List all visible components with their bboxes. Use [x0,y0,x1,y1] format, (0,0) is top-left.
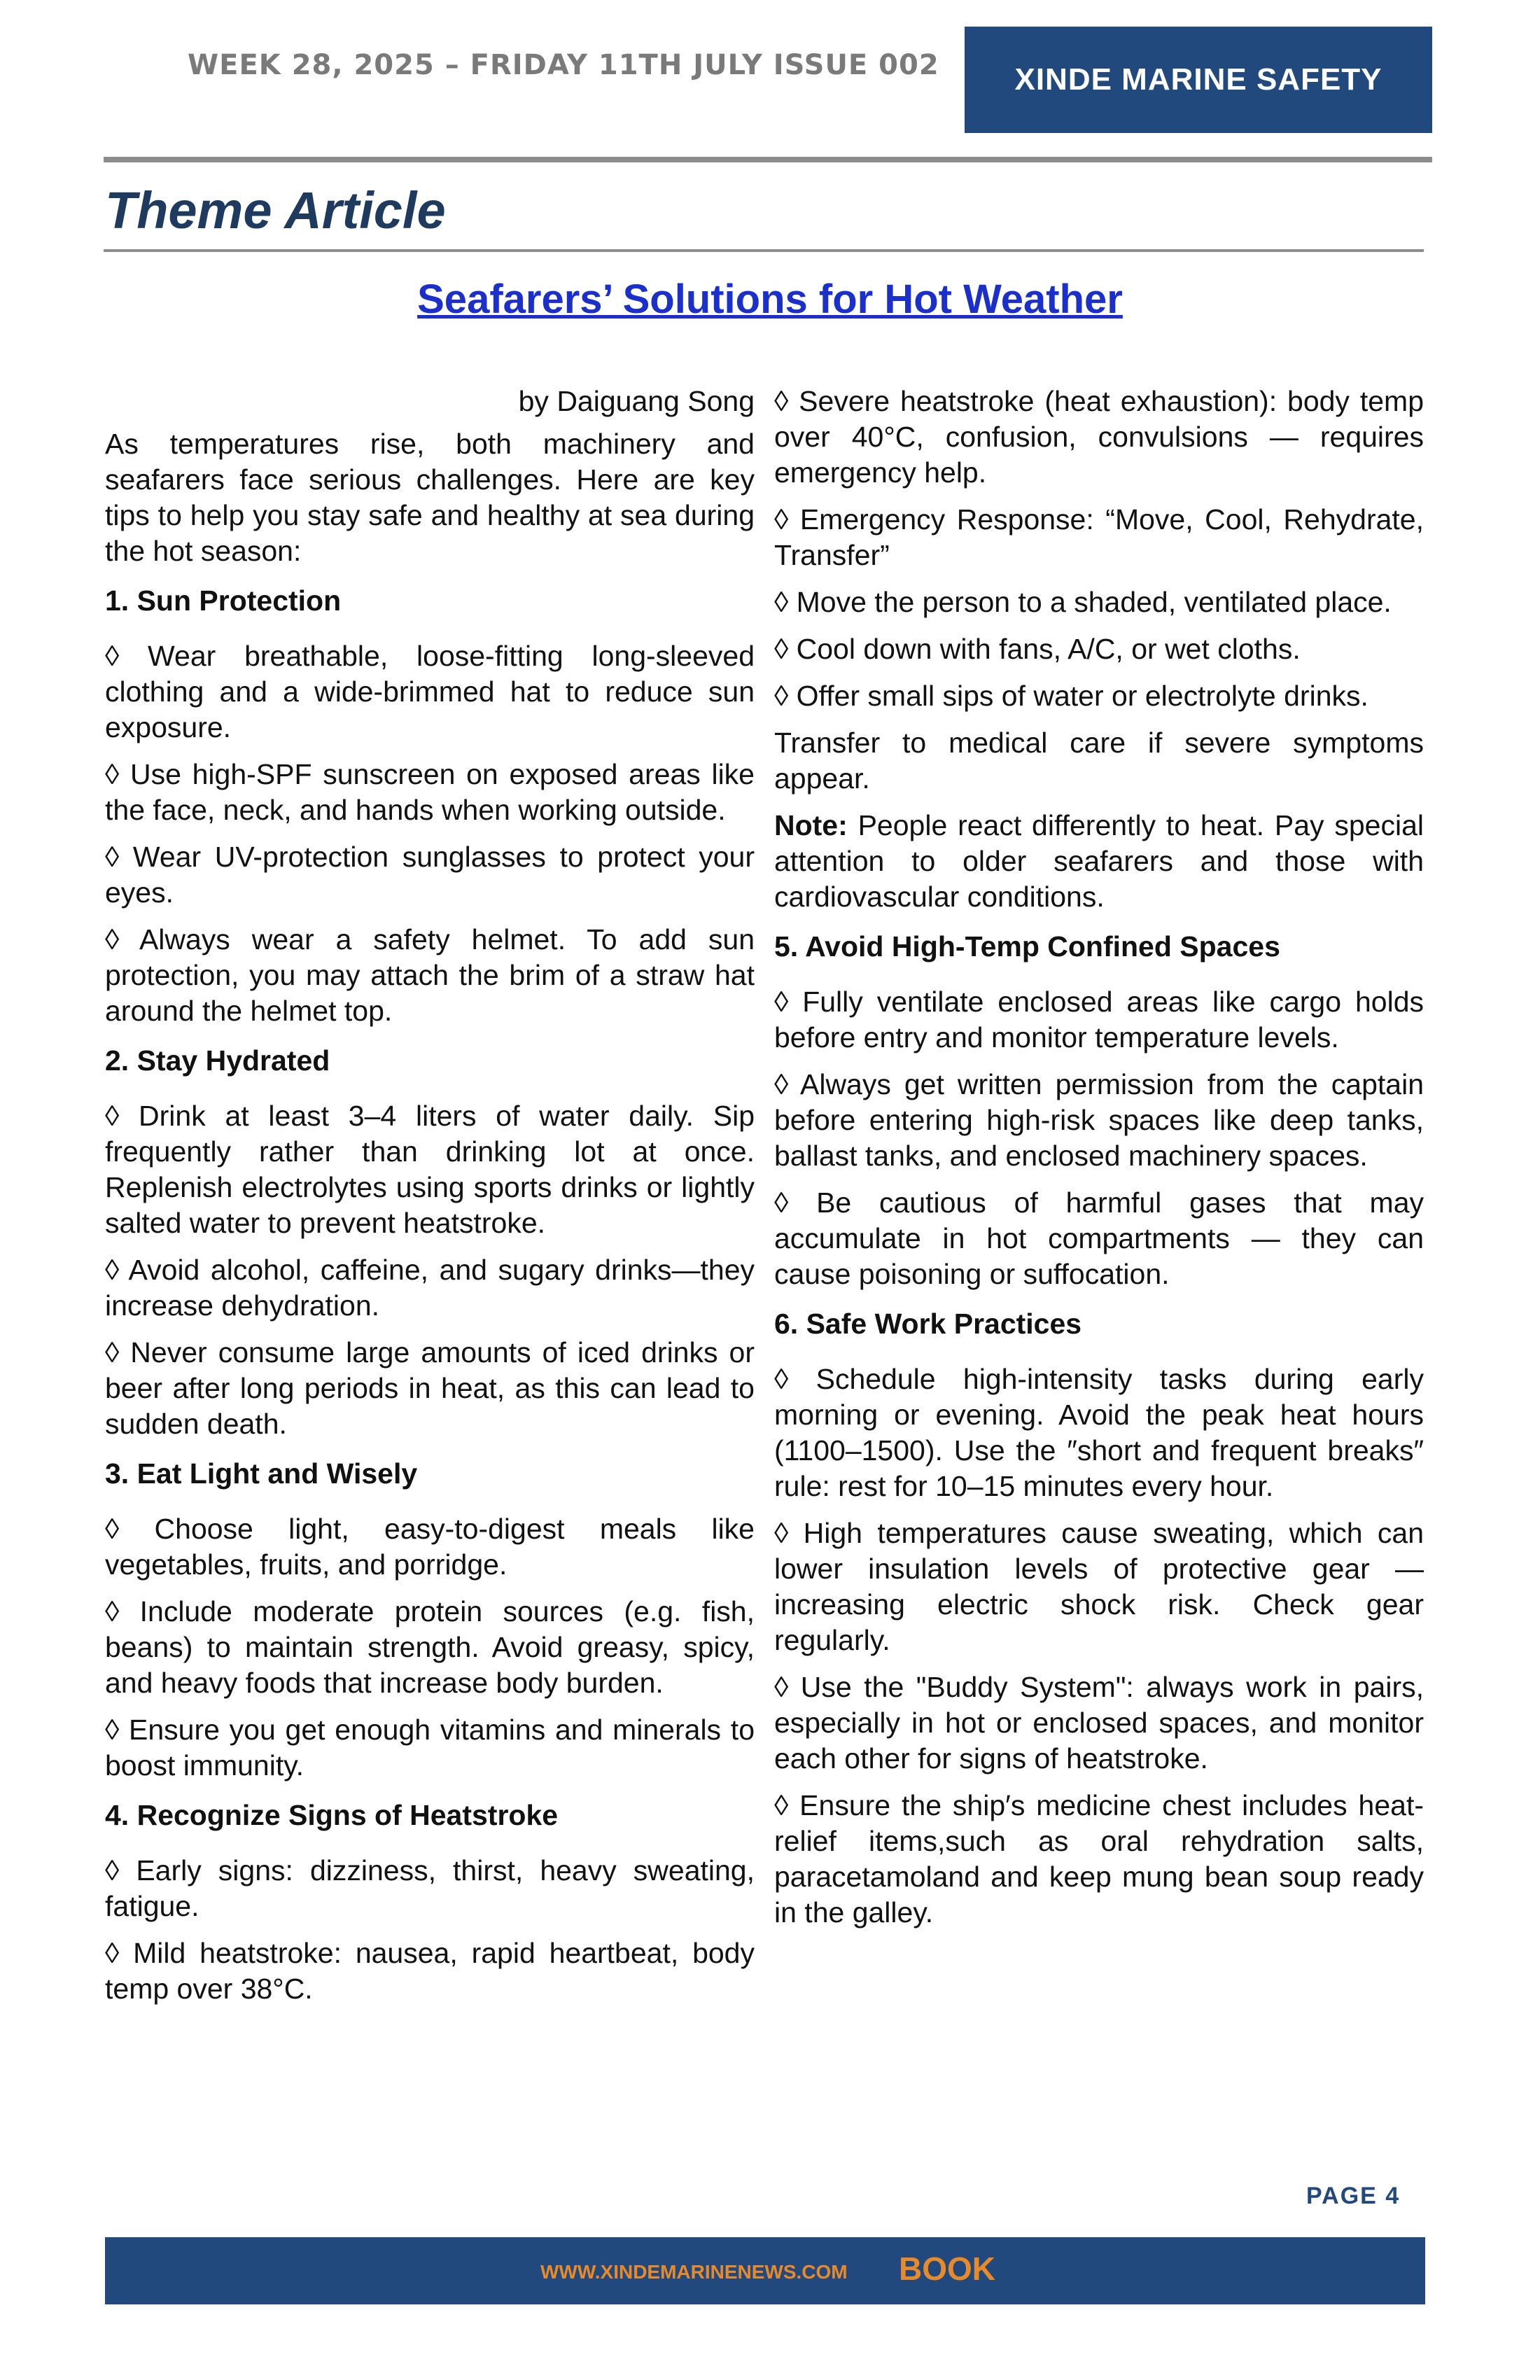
list-item: ◊ Drink at least 3–4 liters of water daily. Sip frequently rather than drinking lot at once. Replenish electrolytes using sports drinks or lightly salted water to prevent heatstroke. [105,1100,755,1239]
note-label: Note: [774,809,848,841]
section-heading-confined-spaces: 5. Avoid High-Temp Confined Spaces [774,930,1280,962]
list-item: ◊ Ensure you get enough vitamins and minerals to boost immunity. [105,1714,755,1782]
page-number: PAGE 4 [1306,2183,1401,2209]
list-item: ◊ Use high-SPF sunscreen on exposed areas like the face, neck, and hands when working outside. [105,758,755,826]
list-item: ◊ Include moderate protein sources (e.g. fish, beans) to maintain strength. Avoid greasy, spicy, and heavy foods that increase body burden. [105,1595,755,1699]
footer-website-link[interactable]: WWW.XINDEMARINENEWS.COM [540,2261,848,2283]
byline: by Daiguang Song [518,385,755,417]
section-heading-eat-light: 3. Eat Light and Wisely [105,1457,418,1490]
section-divider [104,249,1424,252]
list-item: ◊ Emergency Response: “Move, Cool, Rehydrate, Transfer” [774,503,1424,571]
article-column-left [105,384,755,2018]
list-item: ◊ Always get written permission from the captain before entering high-risk spaces like deep tanks, ballast tanks, and enclosed machinery spaces. [774,1068,1424,1172]
list-item: ◊ Wear UV-protection sunglasses to protect your eyes. [105,841,755,909]
footer-book-link[interactable]: BOOK [899,2250,995,2287]
list-item: ◊ Fully ventilate enclosed areas like cargo holds before entry and monitor temperature levels. [774,986,1424,1054]
list-item: ◊ Severe heatstroke (heat exhaustion): body temp over 40°C, confusion, convulsions — requires emergency help. [774,385,1424,489]
list-item: ◊ High temperatures cause sweating, which can lower insulation levels of protective gear — increasing electric shock risk. Check gear regularly. [774,1517,1424,1656]
list-item: ◊ Early signs: dizziness, thirst, heavy sweating, fatigue. [105,1854,755,1922]
section-heading-safe-work: 6. Safe Work Practices [774,1308,1082,1340]
section-heading-hydration: 2. Stay Hydrated [105,1044,330,1077]
transfer-paragraph: Transfer to medical care if severe symptoms appear. [774,727,1424,794]
issue-line: WEEK 28, 2025 – FRIDAY 11TH JULY ISSUE 002 [188,49,939,81]
article-title-link[interactable]: Seafarers’ Solutions for Hot Weather [417,276,1123,322]
section-heading-heatstroke: 4. Recognize Signs of Heatstroke [105,1799,559,1831]
list-item: ◊ Avoid alcohol, caffeine, and sugary drinks—they increase dehydration. [105,1254,755,1322]
article-column-right [774,384,1424,1942]
list-item: ◊ Choose light, easy-to-digest meals like vegetables, fruits, and porridge. [105,1513,755,1581]
list-item: ◊ Offer small sips of water or electrolyte drinks. [774,680,1368,712]
list-item: ◊ Use the "Buddy System": always work in pairs, especially in hot or enclosed spaces, and monitor each other for signs of heatstroke. [774,1671,1424,1774]
intro-paragraph: As temperatures rise, both machinery and seafarers face serious challenges. Here are key tips to help you stay safe and healthy at sea during the hot season: [105,428,755,567]
brand-banner: XINDE MARINE SAFETY [965,27,1432,133]
header-divider [104,157,1432,162]
note-paragraph [774,808,1424,915]
list-item: ◊ Be cautious of harmful gases that may accumulate in hot compartments — they can cause poisoning or suffocation. [774,1186,1424,1290]
note-text: People react differently to heat. Pay special attention to older seafarers and those with cardiovascular conditions. [774,809,1424,913]
section-title: Theme Article [105,181,446,239]
list-item: ◊ Wear breathable, loose-fitting long-sleeved clothing and a wide-brimmed hat to reduce sun exposure. [105,640,755,743]
list-item: ◊ Mild heatstroke: nausea, rapid heartbeat, body temp over 38°C. [105,1937,755,2005]
list-item: ◊ Schedule high-intensity tasks during early morning or evening. Avoid the peak heat hours (1100–1500). Use the ″short and frequent breaks″ rule: rest for 10–15 minutes every hour. [774,1363,1424,1502]
list-item: ◊ Ensure the ship′s medicine chest includes heat-relief items,such as oral rehydration salts, paracetamoland and keep mung bean soup ready in the galley. [774,1789,1424,1928]
list-item: ◊ Move the person to a shaded, ventilated place. [774,586,1392,618]
section-heading-sun-protection: 1. Sun Protection [105,584,342,617]
list-item: ◊ Always wear a safety helmet. To add sun protection, you may attach the brim of a straw hat around the helmet top. [105,923,755,1027]
list-item: ◊ Cool down with fans, A/C, or wet cloths. [774,633,1301,665]
list-item: ◊ Never consume large amounts of iced drinks or beer after long periods in heat, as this can lead to sudden death. [105,1336,755,1440]
